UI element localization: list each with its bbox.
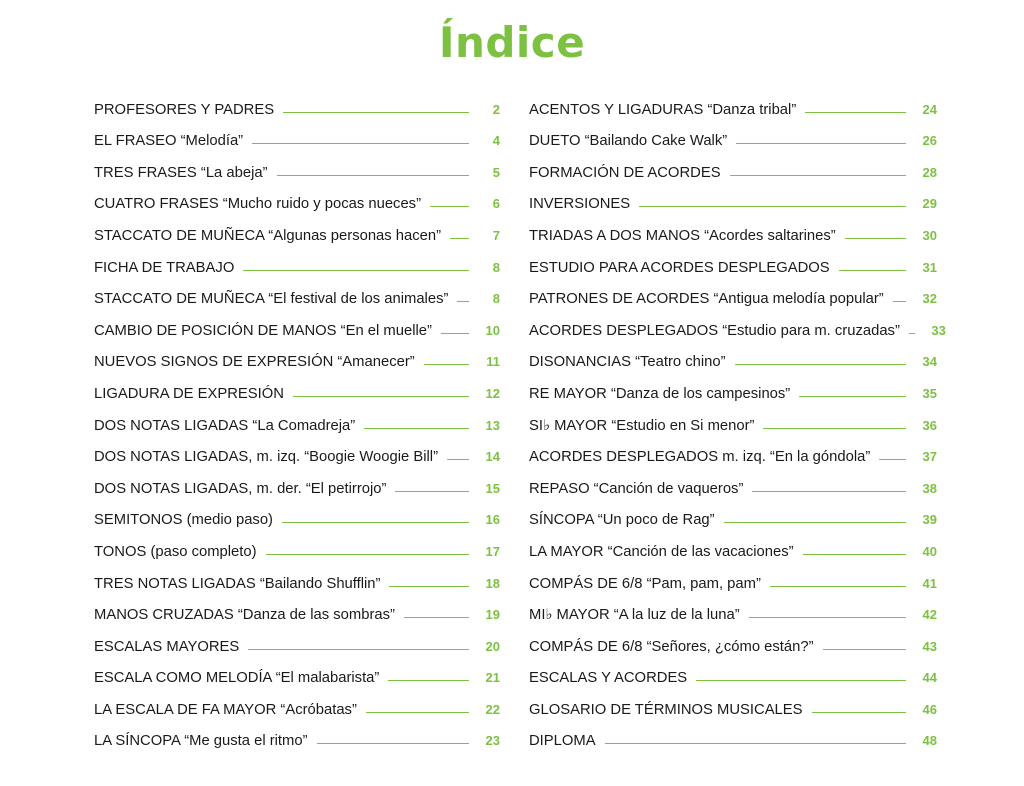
toc-page-number: 28 xyxy=(922,164,937,180)
toc-entry xyxy=(94,531,500,563)
toc-entry xyxy=(529,689,937,721)
toc-leader-line xyxy=(282,522,469,523)
toc-entry xyxy=(529,405,937,437)
toc-leader-line xyxy=(805,112,906,113)
toc-page-number: 6 xyxy=(492,196,500,212)
toc-leader-line xyxy=(457,301,469,302)
toc-entry xyxy=(529,152,937,184)
toc-entry-label: DISONANCIAS “Teatro chino” xyxy=(529,354,726,371)
toc-entry xyxy=(94,595,500,627)
toc-leader-line xyxy=(364,428,469,429)
toc-entry-label: ACORDES DESPLEGADOS “Estudio para m. cruzadas” xyxy=(529,322,900,339)
toc-entry-label: PATRONES DE ACORDES “Antigua melodía popular” xyxy=(529,291,884,308)
toc-entry-label: INVERSIONES xyxy=(529,196,631,213)
toc-leader-line xyxy=(799,396,906,397)
toc-entry xyxy=(529,563,937,595)
toc-page-number: 14 xyxy=(485,449,500,465)
toc-entry xyxy=(529,310,946,342)
toc-entry xyxy=(529,342,937,374)
toc-leader-line xyxy=(749,617,906,618)
toc-leader-line xyxy=(317,743,469,744)
toc-entry-label: ESCALAS MAYORES xyxy=(94,638,240,655)
toc-leader-line xyxy=(424,364,469,365)
toc-leader-line xyxy=(430,206,469,207)
toc-entry xyxy=(94,247,500,279)
toc-entry-label: TRES NOTAS LIGADAS “Bailando Shufflin” xyxy=(94,575,381,592)
toc-page-number: 32 xyxy=(922,291,937,307)
toc-entry-label: LA MAYOR “Canción de las vacaciones” xyxy=(529,543,794,560)
toc-leader-line xyxy=(803,554,906,555)
toc-entry-label: ESCALA COMO MELODÍA “El malabarista” xyxy=(94,670,380,687)
toc-entry-label: TONOS (paso completo) xyxy=(94,543,257,560)
toc-entry xyxy=(529,373,937,405)
toc-page-number: 2 xyxy=(492,101,500,117)
toc-page-number: 23 xyxy=(485,733,500,749)
toc-leader-line xyxy=(752,491,906,492)
toc-leader-line xyxy=(395,491,469,492)
toc-leader-line xyxy=(736,143,906,144)
toc-column-right xyxy=(529,89,946,752)
toc-entry xyxy=(94,658,500,690)
toc-page-number: 8 xyxy=(492,259,500,275)
toc-entry-label: LIGADURA DE EXPRESIÓN xyxy=(94,385,284,402)
toc-entry-label: FORMACIÓN DE ACORDES xyxy=(529,164,721,181)
toc-entry-label: REPASO “Canción de vaqueros” xyxy=(529,480,744,497)
toc-page-number: 24 xyxy=(922,101,937,117)
toc-page-number: 11 xyxy=(486,354,500,370)
toc-entry-label: FICHA DE TRABAJO xyxy=(94,259,235,276)
toc-entry xyxy=(94,152,500,184)
toc-entry-label: CAMBIO DE POSICIÓN DE MANOS “En el muelle” xyxy=(94,322,432,339)
toc-entry-label: DOS NOTAS LIGADAS, m. izq. “Boogie Woogie Bill” xyxy=(94,449,438,466)
toc-page-number: 31 xyxy=(922,259,937,275)
toc-entry xyxy=(94,500,500,532)
toc-entry-label: ACENTOS Y LIGADURAS “Danza tribal” xyxy=(529,101,797,118)
toc-page-number: 34 xyxy=(922,354,937,370)
toc-leader-line xyxy=(450,238,469,239)
toc-leader-line xyxy=(845,238,906,239)
toc-entry xyxy=(94,310,500,342)
toc-leader-line xyxy=(266,554,469,555)
toc-entry xyxy=(529,595,937,627)
toc-page-number: 44 xyxy=(922,670,937,686)
toc-entry-label: ESTUDIO PARA ACORDES DESPLEGADOS xyxy=(529,259,830,276)
toc-page-number: 8 xyxy=(492,291,500,307)
toc-page-number: 7 xyxy=(492,227,500,243)
toc-entry xyxy=(529,437,937,469)
toc-entry-label: SI♭ MAYOR “Estudio en Si menor” xyxy=(529,417,755,434)
toc-entry-label: PROFESORES Y PADRES xyxy=(94,101,275,118)
toc-entry xyxy=(94,468,500,500)
toc-leader-line xyxy=(389,586,469,587)
toc-entry xyxy=(94,121,500,153)
toc-entry-label: EL FRASEO “Melodía” xyxy=(94,133,244,150)
toc-entry xyxy=(529,121,937,153)
toc-leader-line xyxy=(879,459,906,460)
page-title: Índice xyxy=(438,18,586,67)
toc-leader-line xyxy=(605,743,906,744)
toc-entry xyxy=(529,531,937,563)
toc-page-number: 35 xyxy=(922,385,937,401)
toc-entry-label: DOS NOTAS LIGADAS “La Comadreja” xyxy=(94,417,356,434)
toc-entry xyxy=(94,373,500,405)
toc-entry xyxy=(529,247,937,279)
toc-entry-label: ACORDES DESPLEGADOS m. izq. “En la góndola” xyxy=(529,449,871,466)
toc-entry xyxy=(94,563,500,595)
toc-page-number: 39 xyxy=(922,512,937,528)
toc-page-number: 30 xyxy=(922,227,937,243)
toc-entry xyxy=(94,215,500,247)
toc-entry-label: RE MAYOR “Danza de los campesinos” xyxy=(529,385,791,402)
toc-page-number: 41 xyxy=(922,575,937,591)
toc-page-number: 13 xyxy=(485,417,500,433)
toc-entry xyxy=(529,468,937,500)
toc-page-number: 12 xyxy=(485,385,500,401)
toc-entry-label: LA ESCALA DE FA MAYOR “Acróbatas” xyxy=(94,701,357,718)
toc-leader-line xyxy=(404,617,469,618)
toc-entry-label: GLOSARIO DE TÉRMINOS MUSICALES xyxy=(529,701,803,718)
toc-page-number: 40 xyxy=(922,543,937,559)
toc-entry xyxy=(94,279,500,311)
toc-page-number: 26 xyxy=(922,133,937,149)
toc-entry xyxy=(529,721,937,753)
toc-entry xyxy=(94,437,500,469)
toc-page-number: 29 xyxy=(922,196,937,212)
toc-leader-line xyxy=(823,649,906,650)
toc-page-number: 19 xyxy=(485,607,500,623)
toc-page-number: 46 xyxy=(922,701,937,717)
toc-page-number: 18 xyxy=(485,575,500,591)
toc-entry-label: DUETO “Bailando Cake Walk” xyxy=(529,133,728,150)
toc-entry-label: MI♭ MAYOR “A la luz de la luna” xyxy=(529,607,740,624)
toc-leader-line xyxy=(447,459,469,460)
toc-leader-line xyxy=(763,428,906,429)
toc-page-number: 10 xyxy=(485,322,500,338)
toc-page-number: 38 xyxy=(922,480,937,496)
toc-page-number: 4 xyxy=(492,133,500,149)
toc-page-number: 43 xyxy=(922,638,937,654)
toc-entry-label: STACCATO DE MUÑECA “Algunas personas hacen” xyxy=(94,227,442,244)
toc-entry-label: TRES FRASES “La abeja” xyxy=(94,164,268,181)
toc-page-number: 16 xyxy=(485,512,500,528)
toc-page-number: 15 xyxy=(485,480,500,496)
toc-entry-label: SÍNCOPA “Un poco de Rag” xyxy=(529,512,715,529)
toc-entry-label: SEMITONOS (medio paso) xyxy=(94,512,273,529)
toc-leader-line xyxy=(248,649,469,650)
toc-entry xyxy=(529,658,937,690)
toc-leader-line xyxy=(812,712,906,713)
toc-leader-line xyxy=(283,112,469,113)
toc-entry xyxy=(529,184,937,216)
toc-leader-line xyxy=(696,680,906,681)
toc-leader-line xyxy=(366,712,469,713)
toc-entry-label: COMPÁS DE 6/8 “Señores, ¿cómo están?” xyxy=(529,638,814,655)
toc-entry-label: COMPÁS DE 6/8 “Pam, pam, pam” xyxy=(529,575,761,592)
toc-leader-line xyxy=(243,270,469,271)
toc-entry-label: DOS NOTAS LIGADAS, m. der. “El petirrojo” xyxy=(94,480,387,497)
toc-page-number: 17 xyxy=(485,543,500,559)
toc-entry xyxy=(94,342,500,374)
toc-page-number: 42 xyxy=(922,607,937,623)
toc-leader-line xyxy=(252,143,469,144)
toc-entry xyxy=(94,626,500,658)
toc-entry-label: MANOS CRUZADAS “Danza de las sombras” xyxy=(94,607,395,624)
toc-page-number: 22 xyxy=(485,701,500,717)
toc-entry-label: CUATRO FRASES “Mucho ruido y pocas nueces” xyxy=(94,196,422,213)
toc-entry xyxy=(94,689,500,721)
toc-entry-label: LA SÍNCOPA “Me gusta el ritmo” xyxy=(94,733,308,750)
toc-leader-line xyxy=(724,522,906,523)
toc-entry xyxy=(529,279,937,311)
toc-leader-line xyxy=(277,175,469,176)
toc-page-number: 37 xyxy=(922,449,937,465)
toc-page-number: 48 xyxy=(922,733,937,749)
toc-column-left xyxy=(94,89,500,752)
toc-page-number: 5 xyxy=(492,164,500,180)
toc-page-number: 20 xyxy=(485,638,500,654)
toc-leader-line xyxy=(839,270,906,271)
toc-leader-line xyxy=(441,333,469,334)
toc-entry xyxy=(529,215,937,247)
toc-leader-line xyxy=(293,396,469,397)
toc-leader-line xyxy=(909,333,915,334)
toc-entry xyxy=(94,184,500,216)
toc-leader-line xyxy=(388,680,469,681)
toc-entry xyxy=(529,500,937,532)
toc-entry xyxy=(529,626,937,658)
toc-leader-line xyxy=(735,364,906,365)
toc-entry xyxy=(94,721,500,753)
toc-entry-label: STACCATO DE MUÑECA “El festival de los animales” xyxy=(94,291,449,308)
toc-leader-line xyxy=(893,301,906,302)
toc-entry-label: DIPLOMA xyxy=(529,733,596,750)
toc-leader-line xyxy=(639,206,906,207)
toc-page-number: 36 xyxy=(922,417,937,433)
toc-entry-label: NUEVOS SIGNOS DE EXPRESIÓN “Amanecer” xyxy=(94,354,415,371)
toc-entry-label: TRIADAS A DOS MANOS “Acordes saltarines” xyxy=(529,227,836,244)
toc-page-number: 33 xyxy=(931,322,946,338)
toc-entry-label: ESCALAS Y ACORDES xyxy=(529,670,688,687)
toc-entry xyxy=(94,89,500,121)
toc-entry xyxy=(529,89,937,121)
toc-entry xyxy=(94,405,500,437)
toc-leader-line xyxy=(770,586,906,587)
toc-leader-line xyxy=(730,175,906,176)
toc-page-number: 21 xyxy=(485,670,500,686)
